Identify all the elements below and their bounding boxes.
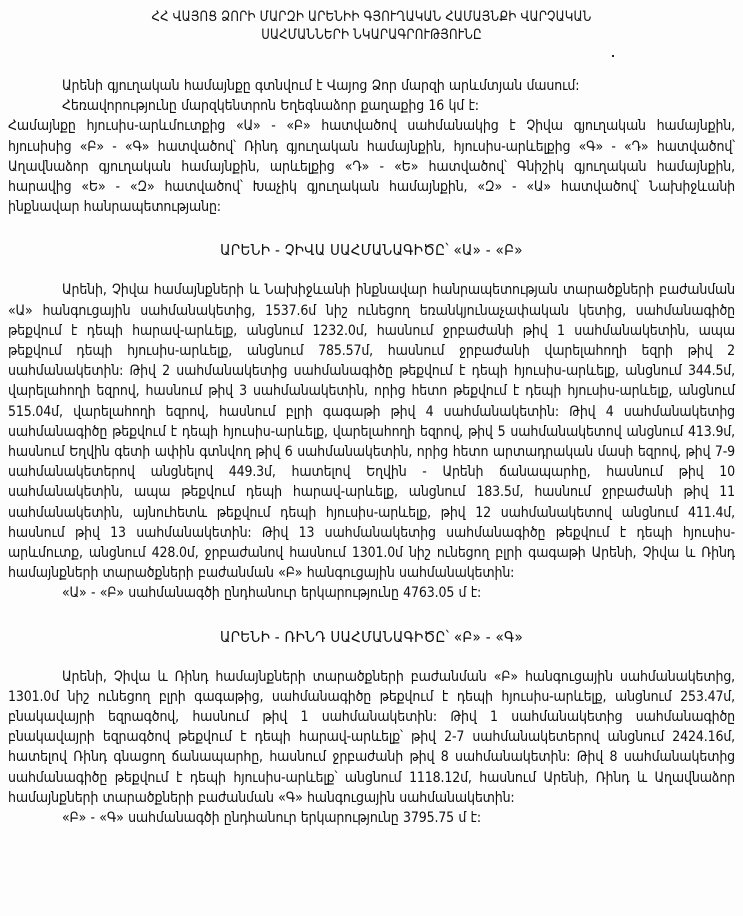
section-heading-areni-chiva: ԱՐԵՆԻ - ՉԻՎԱ ՍԱՀՄԱՆԱԳԻԾԸ՝ «Ա» - «Բ» [220, 241, 523, 260]
title-line-2: ՍԱՀՄԱՆՆԵՐԻ ՆԿԱՐԱԳՐՈՒԹՅՈՒՆԸ [261, 27, 482, 43]
section-areni-rind [8, 667, 735, 829]
intro-paragraph-neighbors: Համայնքը հյուսիս-արևմուտքից «Ա» - «Բ» հատվածով սահմանակից է Չիվա գյուղական համայնքին, հյուսիսից «Բ» - «Գ» հատվածով՝ Ռինդ գյուղական համայնքին, հյուսիս-արևելքից «Գ» - «Դ» հատվածով՝ Աղավնաձոր գյուղական համայնքին, արևելքից «Դ» - «Ե» հատվածով՝ Գնիշիկ գյուղական համայնքին, հարավից «Ե» - «Զ» հատվածով՝ Խաչիկ գյուղական համայնքին, «Զ» - «Ա» հատվածով՝ Նախիջևանի ինքնավար հանրապետությանը: [8, 118, 735, 216]
intro-paragraph-location: Արենի գյուղական համայնքը գտնվում է Վայոց Ձոր մարզի արևմտյան մասում: [62, 78, 580, 94]
section-total-areni-chiva: «Ա» - «Բ» սահմանագծի ընդհանուր երկարությունը 4763.05 մ է: [62, 585, 482, 602]
section-areni-chiva [8, 280, 735, 603]
intro-paragraph-distance: Հեռավորությունը մարզկենտրոն Եղեգնաձոր քաղաքից 16 կմ է: [62, 98, 479, 115]
intro-section [8, 76, 735, 217]
section-body-areni-rind: Արենի, Չիվա և Ռինդ համայնքների տարածքների բաժանման «Բ» հանգուցային սահմանակետից, 1301.0մ նիշ ունեցող բլրի գագաթից, սահմանագիծը թեքվում է դեպի հյուսիս-արևելք, անցնում 253.47մ, բնակավայրի եզրագծով, հասնում թիվ 1 սահմանակետին: Թիվ 1 սահմանակետից սահմանագիծը բնակավայրի եզրագծով թեքվում է դեպի հարավ-արևելք՝ թիվ 2-7 սահմանակետերով անցնում 2424.16մ, հատելով Ռինդ գնացող ճանապարհը, հասնում ջրբաժանի թիվ 8 սահմանակետին: Թիվ 8 սահմանակետից սահմանագիծը թեքվում է դեպի հյուսիս-արևելք՝ անցնում 1118.12մ, հասնում Արենի, Ռինդ և Աղավնաձոր համայնքների տարածքների բաժանման «Գ» հանգուցային սահմանակետին: [8, 668, 735, 806]
title-line-1: ՀՀ ՎԱՅՈՑ ՁՈՐԻ ՄԱՐԶԻ ԱՐԵՆԻԻ ԳՅՈՒՂԱԿԱՆ ՀԱՄԱՅՆՔԻ ՎԱՐՉԱԿԱՆ [151, 9, 592, 25]
document-title [44, 8, 698, 44]
section-heading-areni-rind: ԱՐԵՆԻ - ՌԻՆԴ ՍԱՀՄԱՆԱԳԻԾԸ՝ «Բ» - «Գ» [219, 627, 524, 646]
scan-artifact-dot [612, 55, 614, 57]
document-page [8, 8, 735, 828]
section-total-areni-rind: «Բ» - «Գ» սահմանագծի ընդհանուր երկարությունը 3795.75 մ է: [62, 810, 481, 827]
section-body-areni-chiva: Արենի, Չիվա համայնքների և Նախիջևանի ինքնավար հանրապետության տարածքների բաժանման «Ա» հանգուցային սահմանակետից, 1537.6մ նիշ ունեցող եռանկյունաչափական կետից, սահմանագիծը թեքվում է դեպի հարավ-արևելք, անցնում 1232.0մ, հասնում ջրբաժանի թիվ 1 սահմանակետին, ապա թեքվում դեպի հյուսիս-արևելք, անցնում 785.57մ, հասնում ջրբաժանի վարելահողի եզրի թիվ 2 սահմանակետին: Թիվ 2 սահմանակետից սահմանագիծը թեքվում է դեպի հյուսիս-արևելք, անցնում 344.5մ, վարելահողի եզրով, հասնում թիվ 3 սահմանակետին, որից հետո թեքվում է դեպի հյուսիս-արևելք, անցնում 515.04մ, վարելահողի եզրով, հասնում բլրի գագաթի թիվ 4 սահմանակետին: Թիվ 4 սահմանակետից սահմանագիծը թեքվում է դեպի հյուսիս-արևելք, վարելահողի եզրով, թիվ 5 սահմանակետով անցնում 413.9մ, հասնում Եղվին գետի ափին գտնվող թիվ 6 սահմանակետին, որից հետո արտադրական մասի եզրով, թիվ 7-9 սահմանակետերով անցնելով 449.3մ, հատելով Եղվին - Արենի ճանապարհը, հասնում թիվ 10 սահմանակետին, ապա թեքվում դեպի հարավ-արևելք, անցնում 183.5մ, հասնում ջրբաժանի թիվ 11 սահմանակետին, այնուհետև թեքվում դեպի հյուսիս-արևելք, թիվ 12 սահմանակետով անցնում 411.4մ, հասնում թիվ 13 սահմանակետին: Թիվ 13 սահմանակետից սահմանագիծը թեքվում է դեպի հյուսիս-արևմուտք, անցնում 428.0մ, ջրբաժանով հասնում 1301.0մ նիշ ունեցող բլրի գագաթի Արենի, Չիվա և Ռինդ համայնքների տարածքների բաժանման «Բ» հանգուցային սահմանակետին: [8, 282, 735, 582]
